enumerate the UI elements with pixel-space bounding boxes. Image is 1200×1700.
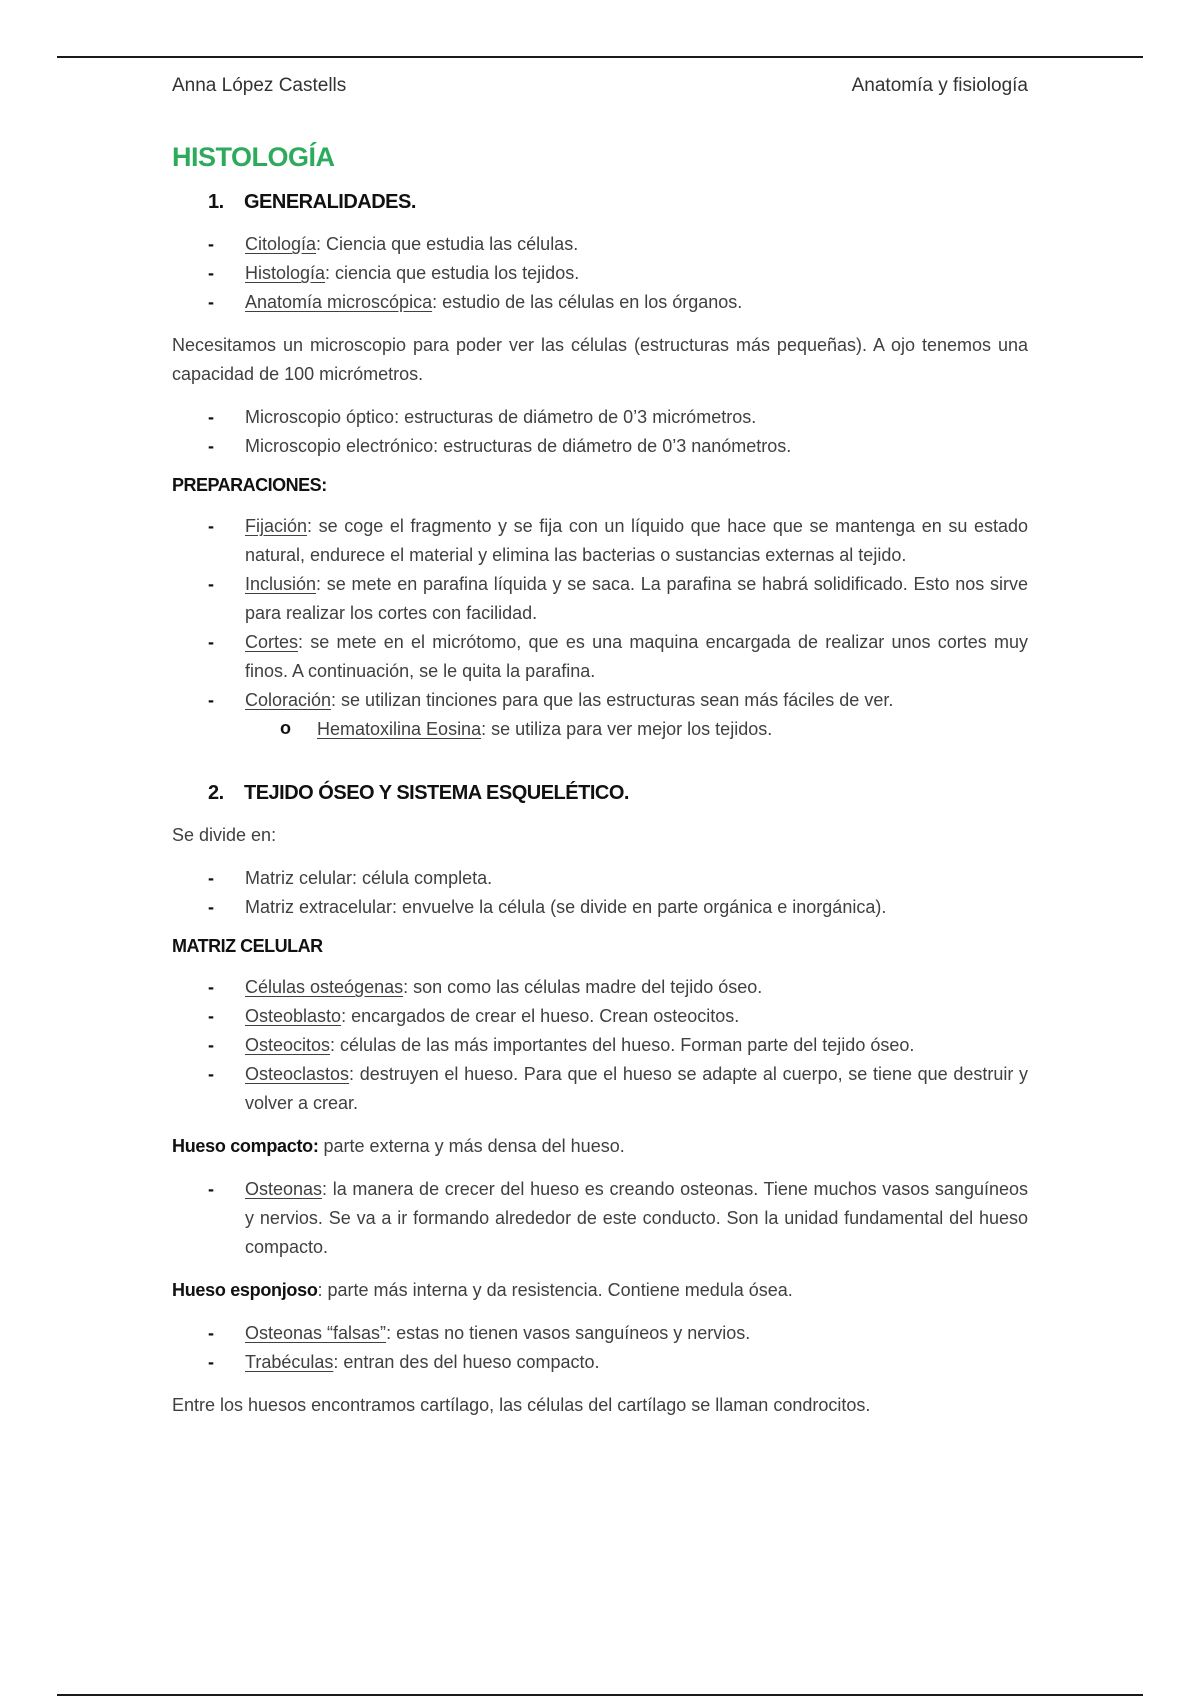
list-item xyxy=(172,1060,1028,1118)
term-description: : la manera de crecer del hueso es creando osteonas. Tiene muchos vasos sanguíneos y nervios. Se va a ir formando alrededor de este conducto. Son la unidad fundamental del hueso compacto. xyxy=(245,1179,1028,1257)
list-item xyxy=(172,570,1028,628)
paragraph: Necesitamos un microscopio para poder ver las células (estructuras más pequeñas). A ojo tenemos una capacidad de 100 micrómetros. xyxy=(172,335,1028,384)
label-description: parte externa y más densa del hueso. xyxy=(318,1136,625,1156)
section-number: 2. xyxy=(208,782,224,804)
term: Trabéculas xyxy=(245,1352,334,1372)
term: Osteocitos xyxy=(245,1035,331,1055)
section-2-heading xyxy=(208,782,1028,805)
list-item xyxy=(172,1002,1028,1031)
bold-label: Hueso compacto: xyxy=(172,1136,319,1156)
list-item: - Matriz celular: célula completa. xyxy=(172,864,1028,893)
paragraph xyxy=(172,1276,1028,1305)
term: Inclusión xyxy=(245,574,317,594)
term: Hematoxilina Eosina xyxy=(317,719,482,739)
term-description: : estas no tienen vasos sanguíneos y nervios. xyxy=(386,1323,751,1343)
paragraph: Se divide en: xyxy=(172,825,277,845)
term-description: : entran des del hueso compacto. xyxy=(333,1352,600,1372)
term-description: : células de las más importantes del hueso. Forman parte del tejido óseo. xyxy=(330,1035,915,1055)
spongy-list xyxy=(172,1319,1028,1377)
section-number: 1. xyxy=(208,191,224,213)
term: Histología xyxy=(245,263,326,283)
preparations-heading: PREPARACIONES: xyxy=(172,475,327,495)
list-item xyxy=(172,1319,1028,1348)
document-body xyxy=(172,142,1028,1434)
matrix-heading: MATRIZ CELULAR xyxy=(172,936,323,956)
list-item xyxy=(172,628,1028,686)
list-item xyxy=(172,1031,1028,1060)
term-description: : encargados de crear el hueso. Crean osteocitos. xyxy=(341,1006,740,1026)
term-description: : Ciencia que estudia las células. xyxy=(316,234,579,254)
microscopes-list xyxy=(172,403,1028,461)
term: Osteoblasto xyxy=(245,1006,342,1026)
section-title: GENERALIDADES. xyxy=(244,191,416,213)
term-description: : se utilizan tinciones para que las estructuras sean más fáciles de ver. xyxy=(331,690,894,710)
term: Osteoclastos xyxy=(245,1064,350,1084)
paragraph: Entre los huesos encontramos cartílago, las células del cartílago se llaman condrocitos. xyxy=(172,1395,871,1415)
list-item: - Microscopio óptico: estructuras de diámetro de 0’3 micrómetros. xyxy=(172,403,1028,432)
preparations-list xyxy=(172,512,1028,744)
section-title: TEJIDO ÓSEO Y SISTEMA ESQUELÉTICO. xyxy=(244,782,629,804)
term-description: : son como las células madre del tejido óseo. xyxy=(403,977,763,997)
term: Anatomía microscópica xyxy=(245,292,433,312)
term-description: : destruyen el hueso. Para que el hueso se adapte al cuerpo, se tiene que destruir y volver a crear. xyxy=(245,1064,1028,1113)
term: Coloración xyxy=(245,690,332,710)
paragraph xyxy=(172,1132,1028,1161)
divisions-list xyxy=(172,864,1028,922)
label-description: : parte más interna y da resistencia. Contiene medula ósea. xyxy=(317,1280,793,1300)
term: Fijación xyxy=(245,516,308,536)
list-item: - Microscopio electrónico: estructuras de diámetro de 0’3 nanómetros. xyxy=(172,432,1028,461)
section-1-heading xyxy=(208,191,1028,214)
term-description: : se mete en parafina líquida y se saca. La parafina se habrá solidificado. Esto nos sirve para realizar los cortes con facilidad. xyxy=(245,574,1028,623)
term-description: : se coge el fragmento y se fija con un líquido que hace que se mantenga en su estado natural, endurece el material y elimina las bacterias o sustancias externas al tejido. xyxy=(245,516,1028,565)
header-subject: Anatomía y fisiología xyxy=(851,75,1028,96)
term-description: : se utiliza para ver mejor los tejidos. xyxy=(481,719,773,739)
compact-list xyxy=(172,1175,1028,1262)
bold-label: Hueso esponjoso xyxy=(172,1280,318,1300)
list-item xyxy=(172,512,1028,570)
definitions-list xyxy=(172,230,1028,317)
term: Osteonas xyxy=(245,1179,323,1199)
header-author: Anna López Castells xyxy=(172,75,347,96)
term-description: : ciencia que estudia los tejidos. xyxy=(325,263,580,283)
page-title: HISTOLOGÍA xyxy=(172,142,335,172)
list-item xyxy=(172,288,1028,317)
footer-rule xyxy=(57,1694,1143,1696)
term: Citología xyxy=(245,234,317,254)
list-item xyxy=(172,1175,1028,1262)
term: Cortes xyxy=(245,632,299,652)
list-item xyxy=(172,686,1028,744)
sub-list-item xyxy=(172,715,1028,744)
list-item xyxy=(172,973,1028,1002)
term-description: : se mete en el micrótomo, que es una maquina encargada de realizar unos cortes muy finos. A continuación, se le quita la parafina. xyxy=(245,632,1028,681)
list-item: - Matriz extracelular: envuelve la célula (se divide en parte orgánica e inorgánica). xyxy=(172,893,1028,922)
term: Células osteógenas xyxy=(245,977,404,997)
list-item xyxy=(172,259,1028,288)
list-item xyxy=(172,230,1028,259)
header-rule xyxy=(57,56,1143,58)
term: Osteonas “falsas” xyxy=(245,1323,387,1343)
sub-list xyxy=(172,715,1028,744)
term-description: : estudio de las células en los órganos. xyxy=(432,292,743,312)
list-item xyxy=(172,1348,1028,1377)
cells-list xyxy=(172,973,1028,1118)
